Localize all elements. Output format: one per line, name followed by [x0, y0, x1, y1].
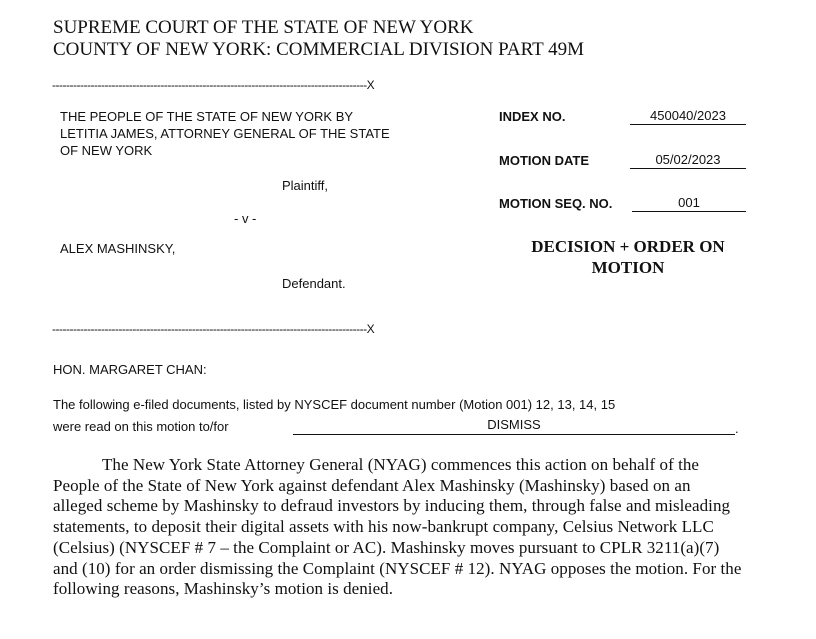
document-title-line-1: DECISION + ORDER ON — [531, 237, 725, 256]
plaintiff-line-2: LETITIA JAMES, ATTORNEY GENERAL OF THE STATE — [60, 126, 390, 141]
document-title-line-2: MOTION — [591, 258, 665, 277]
motion-seq-value: 001 — [632, 195, 746, 212]
efiled-motion-for: were read on this motion to/for — [53, 419, 229, 434]
defendant-role: Defendant. — [282, 276, 346, 291]
versus: - v - — [234, 211, 257, 226]
motion-date-label: MOTION DATE — [499, 153, 590, 168]
caption-separator-top: ------------------------------------------------------------------------------------------X — [52, 78, 375, 92]
court-name: SUPREME COURT OF THE STATE OF NEW YORK — [53, 17, 474, 38]
defendant-name: ALEX MASHINSKY, — [60, 241, 176, 256]
plaintiff-line-1: THE PEOPLE OF THE STATE OF NEW YORK BY — [60, 109, 354, 124]
relief-value: DISMISS — [487, 417, 541, 432]
caption-separator-bottom: ------------------------------------------------------------------------------------------X — [52, 322, 375, 336]
motion-date-value: 05/02/2023 — [630, 152, 746, 169]
index-value: 450040/2023 — [630, 108, 746, 125]
court-division: COUNTY OF NEW YORK: COMMERCIAL DIVISION PART 49M — [53, 39, 585, 60]
decision-body-paragraph: The New York State Attorney General (NYAG) commences this action on behalf of the People of the State of New York against defendant Alex Mashinsky (Mashinsky) based on an alleged scheme by Mashinsky to defraud investors by inducing them, through false and misleading statements, to deposit their digital assets with his now-bankrupt company, Celsius Network LLC (Celsius) (NYSCEF # 7 – the Complaint or AC). Mashinsky moves pursuant to CPLR 3211(a)(7) and (10) for an order dismissing the Complaint (NYSCEF # 12). NYAG opposes the motion. For the following reasons, Mashinsky’s motion is denied. — [53, 455, 742, 599]
index-label: INDEX NO. — [499, 109, 566, 124]
plaintiff-role: Plaintiff, — [282, 178, 329, 193]
efiled-period: . — [735, 421, 739, 436]
judge-name: HON. MARGARET CHAN: — [53, 362, 207, 377]
efiled-statement: The following e-filed documents, listed by NYSCEF document number (Motion 001) 12, 13, 14, 15 — [53, 397, 616, 412]
motion-seq-label: MOTION SEQ. NO. — [499, 196, 613, 211]
plaintiff-line-3: OF NEW YORK — [60, 143, 153, 158]
